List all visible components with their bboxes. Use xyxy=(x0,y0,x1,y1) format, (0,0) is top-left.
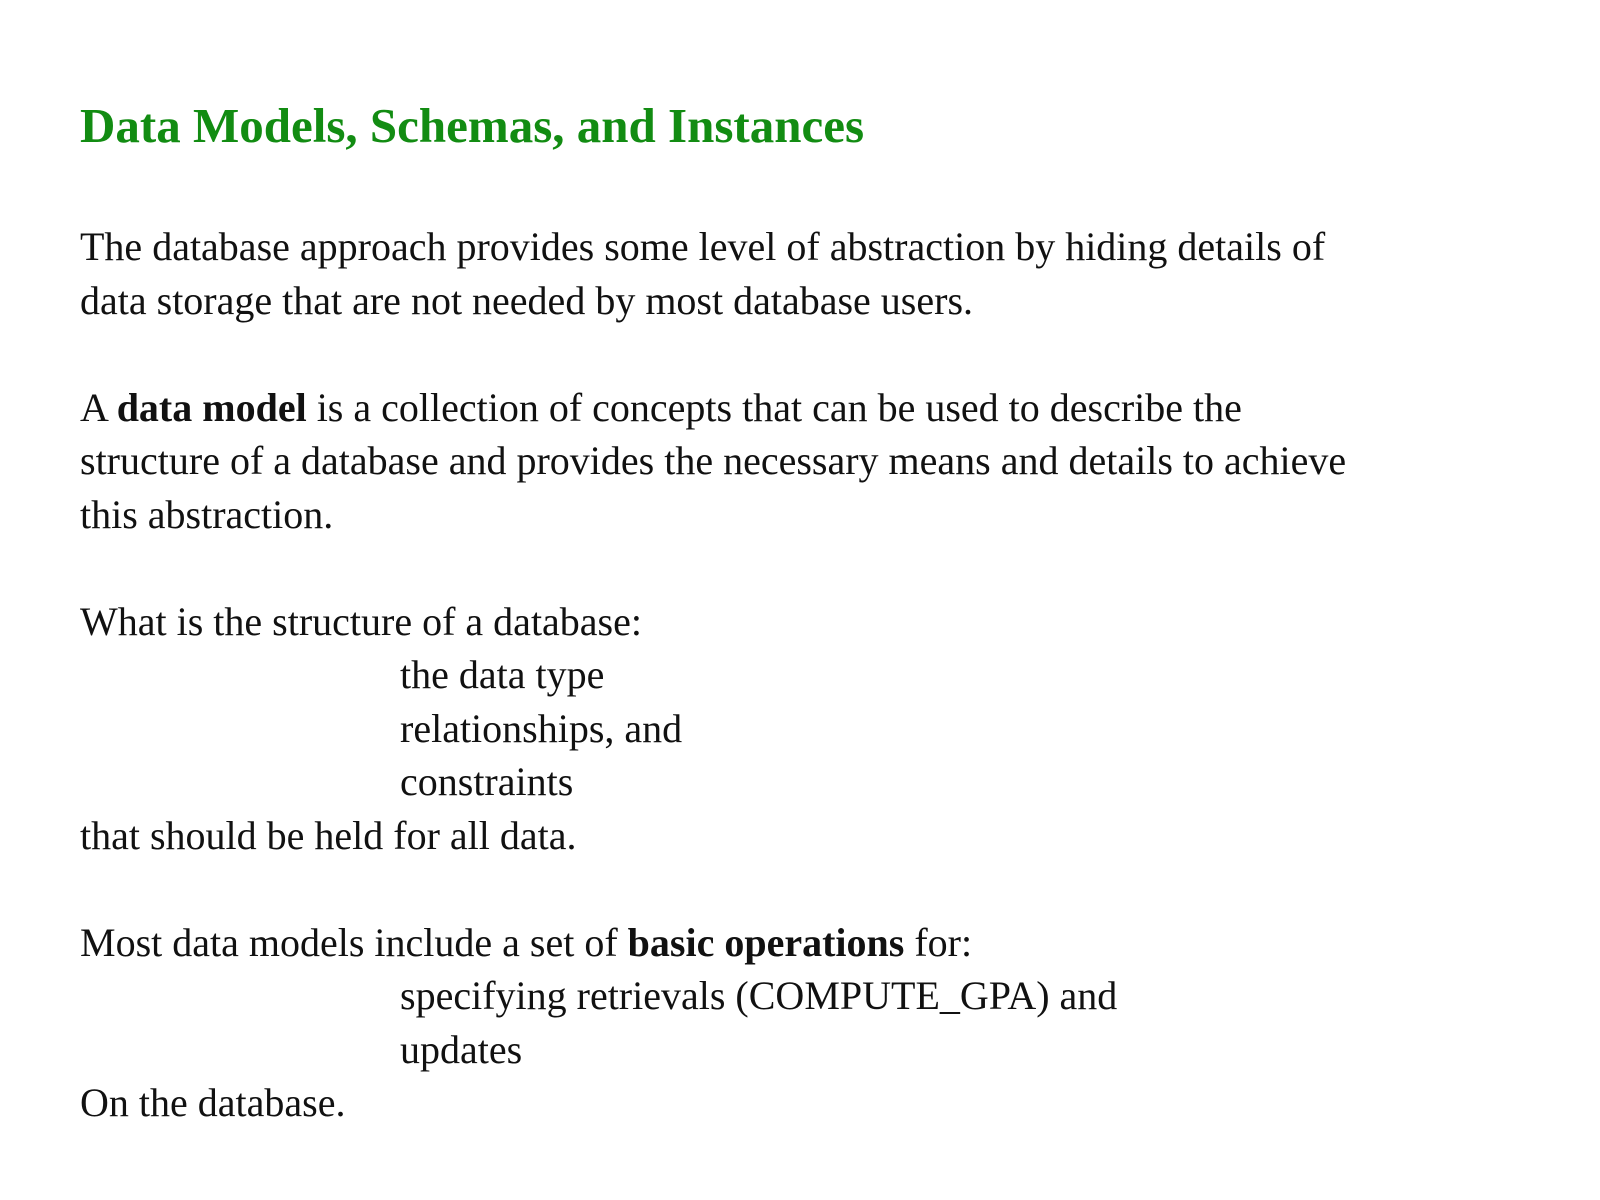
text-line: structure of a database and provides the necessary means and details to achieve xyxy=(80,438,1347,483)
text-line: On the database. xyxy=(80,1080,346,1125)
list-item: the data type xyxy=(400,652,605,697)
slide-title: Data Models, Schemas, and Instances xyxy=(80,98,865,153)
slide-body xyxy=(80,220,1520,1130)
list-item: specifying retrievals (COMPUTE_GPA) and xyxy=(400,973,1118,1018)
paragraph-operations xyxy=(80,916,1520,1130)
text-segment: is a collection of concepts that can be used to describe the xyxy=(306,384,1242,430)
term-basic-operations: basic operations xyxy=(627,919,905,965)
list-item: relationships, and xyxy=(400,705,683,751)
text-line: The database approach provides some level of abstraction by hiding details of xyxy=(80,224,1326,269)
text-segment: A xyxy=(80,384,117,430)
paragraph-structure xyxy=(80,595,1520,863)
text-line: What is the structure of a database: xyxy=(80,598,642,644)
paragraph-data-model xyxy=(80,381,1520,542)
text-line: that should be held for all data. xyxy=(80,812,577,858)
text-line: this abstraction. xyxy=(80,491,334,537)
term-data-model: data model xyxy=(116,384,307,430)
list-item: updates xyxy=(400,1026,523,1072)
text-segment: Most data models include a set of xyxy=(80,919,628,965)
paragraph-abstraction xyxy=(80,220,1520,327)
text-line: data storage that are not needed by most database users. xyxy=(80,277,974,323)
text-line xyxy=(80,916,1520,970)
text-segment: for: xyxy=(904,919,973,965)
text-line xyxy=(80,381,1520,435)
list-item: constraints xyxy=(400,759,574,804)
